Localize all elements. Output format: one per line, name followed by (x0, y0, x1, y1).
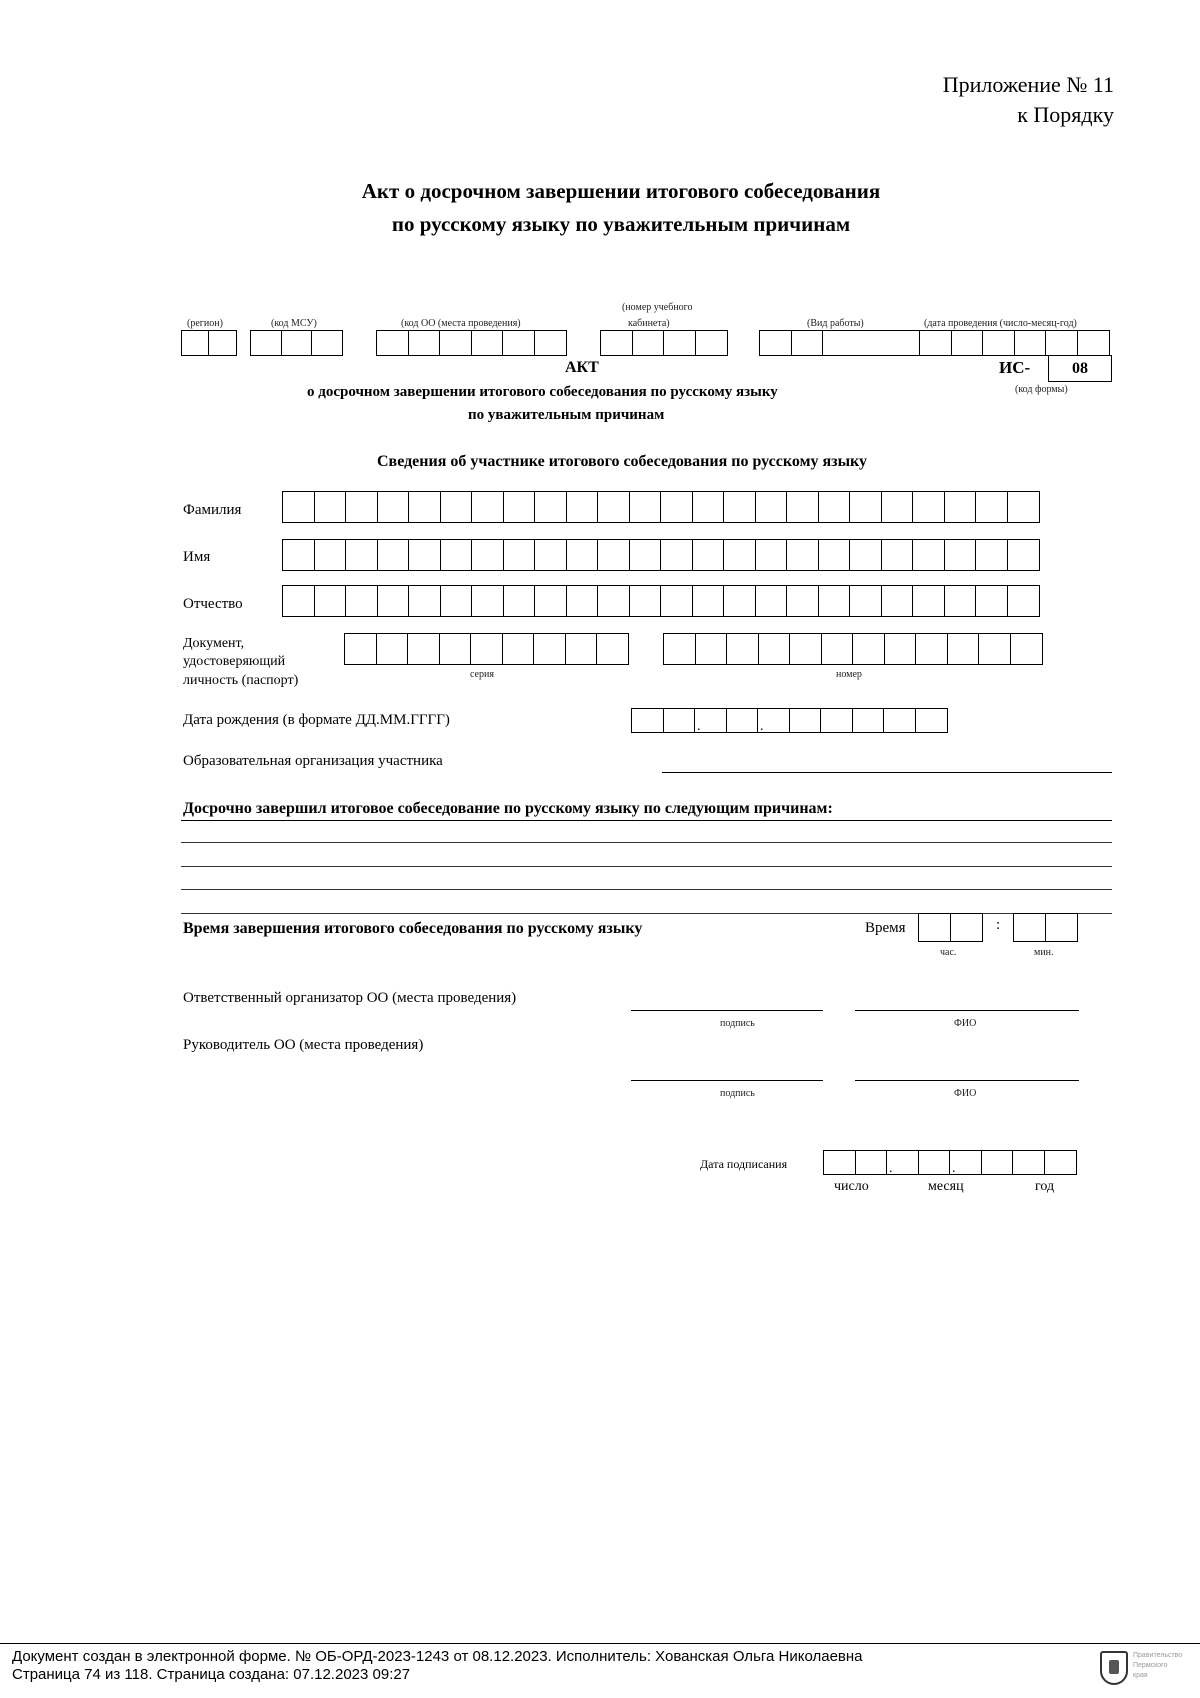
entry-cell[interactable] (692, 539, 725, 571)
signing-date-label: Дата подписания (700, 1157, 788, 1171)
entry-cell[interactable] (631, 708, 664, 733)
passport-number-cells[interactable] (663, 633, 1043, 665)
entry-cell[interactable] (1044, 1150, 1077, 1175)
entry-cell[interactable] (881, 585, 914, 617)
entry-cell[interactable] (660, 585, 693, 617)
entry-cell[interactable] (975, 585, 1008, 617)
entry-cell[interactable] (345, 491, 378, 523)
entry-cell[interactable] (981, 1150, 1014, 1175)
entry-cell[interactable] (314, 491, 347, 523)
room-number-cells[interactable] (600, 330, 728, 356)
end-minutes-cells[interactable] (1013, 913, 1078, 942)
document-label-line3: личность (паспорт) (183, 673, 299, 688)
surname-label: Фамилия (183, 502, 242, 518)
entry-cell[interactable] (440, 491, 473, 523)
entry-cell[interactable] (534, 585, 567, 617)
entry-cell[interactable] (1007, 491, 1040, 523)
entry-cell[interactable] (1012, 1150, 1045, 1175)
head-fio-caption: ФИО (954, 1088, 977, 1099)
footer-line2: Страница 74 из 118. Страница создана: 07.12.2023 09:27 (12, 1666, 411, 1683)
entry-cell[interactable] (345, 539, 378, 571)
exam-date-cells[interactable] (919, 330, 1110, 356)
entry-cell[interactable] (663, 708, 696, 733)
surname-cells[interactable] (282, 491, 1040, 523)
entry-cell[interactable] (818, 585, 851, 617)
end-hours-cells[interactable] (918, 913, 983, 942)
form-code-label: (код формы) (1015, 384, 1068, 395)
reason-line-1[interactable] (181, 842, 1112, 843)
entry-cell[interactable] (821, 633, 854, 665)
entry-cell[interactable] (1010, 633, 1043, 665)
signing-date-cells[interactable] (823, 1150, 1077, 1175)
coat-of-arms-icon (1100, 1651, 1128, 1685)
form-code-value: 08 (1048, 355, 1112, 382)
logo-text-line3: края (1133, 1672, 1148, 1679)
participant-section-title: Сведения об участнике итогового собеседования по русскому языку (377, 453, 868, 470)
entry-cell[interactable] (723, 585, 756, 617)
signing-year-caption: год (1035, 1179, 1055, 1194)
act-heading: АКТ (565, 359, 599, 376)
act-subtitle-line1: о досрочном завершении итогового собеседования по русскому языку (307, 384, 778, 400)
document-label-line2: удостоверяющий (183, 654, 286, 669)
time-separator: : (996, 917, 1001, 933)
entry-cell[interactable] (407, 633, 440, 665)
entry-cell[interactable] (629, 491, 662, 523)
entry-cell[interactable] (820, 708, 853, 733)
time-word: Время (865, 920, 906, 936)
entry-cell[interactable] (755, 491, 788, 523)
entry-cell[interactable] (629, 585, 662, 617)
document-label-line1: Документ, (183, 636, 245, 651)
minutes-caption: мин. (1034, 947, 1054, 958)
patronymic-cells[interactable] (282, 585, 1040, 617)
entry-cell[interactable] (975, 539, 1008, 571)
reasons-heading-underline (181, 820, 1112, 821)
entry-cell[interactable] (915, 708, 948, 733)
msu-code-cells[interactable] (250, 330, 343, 356)
organizer-fio-line[interactable] (855, 1010, 1079, 1011)
entry-cell[interactable] (947, 633, 980, 665)
entry-cell[interactable] (597, 491, 630, 523)
work-type-cells[interactable] (759, 330, 920, 356)
entry-cell[interactable] (692, 585, 725, 617)
passport-number-label: номер (836, 669, 862, 680)
entry-cell[interactable] (471, 491, 504, 523)
entry-cell[interactable] (597, 539, 630, 571)
entry-cell[interactable] (918, 1150, 951, 1175)
entry-cell[interactable] (786, 491, 819, 523)
signing-day-caption: число (834, 1179, 869, 1194)
logo-text-line2: Пермского (1133, 1662, 1168, 1669)
entry-cell[interactable] (663, 633, 696, 665)
entry-cell[interactable] (344, 633, 377, 665)
entry-cell[interactable] (503, 585, 536, 617)
passport-series-cells[interactable] (344, 633, 629, 665)
oo-code-label: (код ОО (места проведения) (401, 318, 521, 329)
entry-cell[interactable] (439, 633, 472, 665)
entry-cell[interactable] (533, 633, 566, 665)
entry-cell[interactable] (881, 491, 914, 523)
appendix-reference: к Порядку (1017, 102, 1114, 127)
entry-cell[interactable] (975, 491, 1008, 523)
entry-cell[interactable] (377, 539, 410, 571)
entry-cell[interactable] (757, 708, 790, 733)
entry-cell[interactable] (695, 633, 728, 665)
entry-cell[interactable] (345, 585, 378, 617)
entry-cell[interactable] (471, 585, 504, 617)
entry-cell[interactable] (597, 585, 630, 617)
region-cells[interactable] (181, 330, 237, 356)
entry-cell[interactable] (789, 633, 822, 665)
entry-cell[interactable] (789, 708, 822, 733)
organizer-signature-line[interactable] (631, 1010, 823, 1011)
reason-line-3[interactable] (181, 889, 1112, 890)
entry-cell[interactable] (881, 539, 914, 571)
room-number-label-1: (номер учебного (622, 302, 693, 313)
room-number-label-2: кабинета) (628, 318, 670, 329)
entry-cell[interactable] (818, 491, 851, 523)
document-title-line2: по русскому языку по уважительным причинам (391, 212, 851, 236)
entry-cell[interactable] (978, 633, 1011, 665)
participant-org-label: Образовательная организация участника (183, 753, 443, 769)
region-label: (регион) (187, 318, 223, 329)
entry-cell[interactable] (694, 708, 727, 733)
entry-cell[interactable] (818, 539, 851, 571)
patronymic-label: Отчество (183, 596, 243, 612)
footer-divider (0, 1643, 1200, 1644)
logo-text-line1: Правительство (1133, 1652, 1183, 1659)
entry-cell[interactable] (849, 491, 882, 523)
head-signature-caption: подпись (720, 1088, 755, 1099)
exam-date-label: (дата проведения (число-месяц-год) (924, 318, 1077, 329)
entry-cell[interactable] (503, 491, 536, 523)
entry-cell[interactable] (755, 585, 788, 617)
entry-cell[interactable] (723, 491, 756, 523)
entry-cell[interactable] (912, 539, 945, 571)
form-code-box (1048, 355, 1112, 382)
entry-cell[interactable] (944, 539, 977, 571)
entry-cell[interactable] (660, 491, 693, 523)
entry-cell[interactable] (855, 1150, 888, 1175)
passport-series-label: серия (470, 669, 494, 680)
entry-cell[interactable] (726, 708, 759, 733)
entry-cell[interactable] (852, 708, 885, 733)
entry-cell[interactable] (502, 633, 535, 665)
document-title-line1: Акт о досрочном завершении итогового собеседования (361, 179, 881, 203)
entry-cell[interactable] (314, 585, 347, 617)
birth-date-cells[interactable] (631, 708, 948, 733)
entry-cell[interactable] (377, 585, 410, 617)
work-type-label: (Вид работы) (807, 318, 864, 329)
entry-cell[interactable] (1007, 585, 1040, 617)
reason-line-2[interactable] (181, 866, 1112, 867)
entry-cell[interactable] (1007, 539, 1040, 571)
participant-org-line[interactable] (662, 772, 1112, 773)
first-name-label: Имя (183, 549, 211, 565)
head-label: Руководитель ОО (места проведения) (183, 1037, 424, 1053)
organizer-fio-caption: ФИО (954, 1018, 977, 1029)
entry-cell[interactable] (282, 539, 315, 571)
entry-cell[interactable] (565, 633, 598, 665)
entry-cell[interactable] (440, 585, 473, 617)
act-subtitle-line2: по уважительным причинам (468, 407, 665, 423)
entry-cell[interactable] (758, 633, 791, 665)
entry-cell[interactable] (314, 539, 347, 571)
entry-cell[interactable] (377, 491, 410, 523)
entry-cell[interactable] (534, 539, 567, 571)
entry-cell[interactable] (723, 539, 756, 571)
entry-cell[interactable] (596, 633, 629, 665)
appendix-number: Приложение № 11 (942, 72, 1114, 97)
footer-line1: Документ создан в электронной форме. № ОБ-ОРД-2023-1243 от 08.12.2023. Исполнитель: Хованская Ольга Николаевна (12, 1648, 863, 1665)
entry-cell[interactable] (282, 585, 315, 617)
entry-cell[interactable] (566, 491, 599, 523)
entry-cell[interactable] (849, 585, 882, 617)
entry-cell[interactable] (503, 539, 536, 571)
entry-cell[interactable] (471, 539, 504, 571)
oo-code-cells[interactable] (376, 330, 567, 356)
entry-cell[interactable] (726, 633, 759, 665)
end-time-label: Время завершения итогового собеседования по русскому языку (183, 920, 643, 937)
entry-cell[interactable] (949, 1150, 982, 1175)
entry-cell[interactable] (408, 585, 441, 617)
entry-cell[interactable] (944, 585, 977, 617)
entry-cell[interactable] (692, 491, 725, 523)
entry-cell[interactable] (883, 708, 916, 733)
entry-cell[interactable] (440, 539, 473, 571)
entry-cell[interactable] (944, 491, 977, 523)
entry-cell[interactable] (852, 633, 885, 665)
entry-cell[interactable] (884, 633, 917, 665)
entry-cell[interactable] (376, 633, 409, 665)
entry-cell[interactable] (912, 491, 945, 523)
entry-cell[interactable] (849, 539, 882, 571)
entry-cell[interactable] (534, 491, 567, 523)
entry-cell[interactable] (755, 539, 788, 571)
entry-cell[interactable] (660, 539, 693, 571)
form-code-prefix: ИС- (999, 358, 1031, 377)
entry-cell[interactable] (470, 633, 503, 665)
entry-cell[interactable] (282, 491, 315, 523)
entry-cell[interactable] (915, 633, 948, 665)
hours-caption: час. (940, 947, 957, 958)
entry-cell[interactable] (408, 539, 441, 571)
first-name-cells[interactable] (282, 539, 1040, 571)
head-fio-line[interactable] (855, 1080, 1079, 1081)
entry-cell[interactable] (823, 1150, 856, 1175)
organizer-signature-caption: подпись (720, 1018, 755, 1029)
reasons-heading: Досрочно завершил итоговое собеседование по русскому языку по следующим причинам: (183, 800, 833, 817)
organizer-label: Ответственный организатор ОО (места проведения) (183, 990, 517, 1006)
entry-cell[interactable] (786, 539, 819, 571)
entry-cell[interactable] (566, 585, 599, 617)
msu-code-label: (код МСУ) (271, 318, 317, 329)
entry-cell[interactable] (629, 539, 662, 571)
signing-month-caption: месяц (928, 1179, 964, 1194)
entry-cell[interactable] (408, 491, 441, 523)
entry-cell[interactable] (886, 1150, 919, 1175)
birth-date-label: Дата рождения (в формате ДД.ММ.ГГГГ) (183, 712, 450, 728)
entry-cell[interactable] (566, 539, 599, 571)
head-signature-line[interactable] (631, 1080, 823, 1081)
entry-cell[interactable] (912, 585, 945, 617)
entry-cell[interactable] (786, 585, 819, 617)
